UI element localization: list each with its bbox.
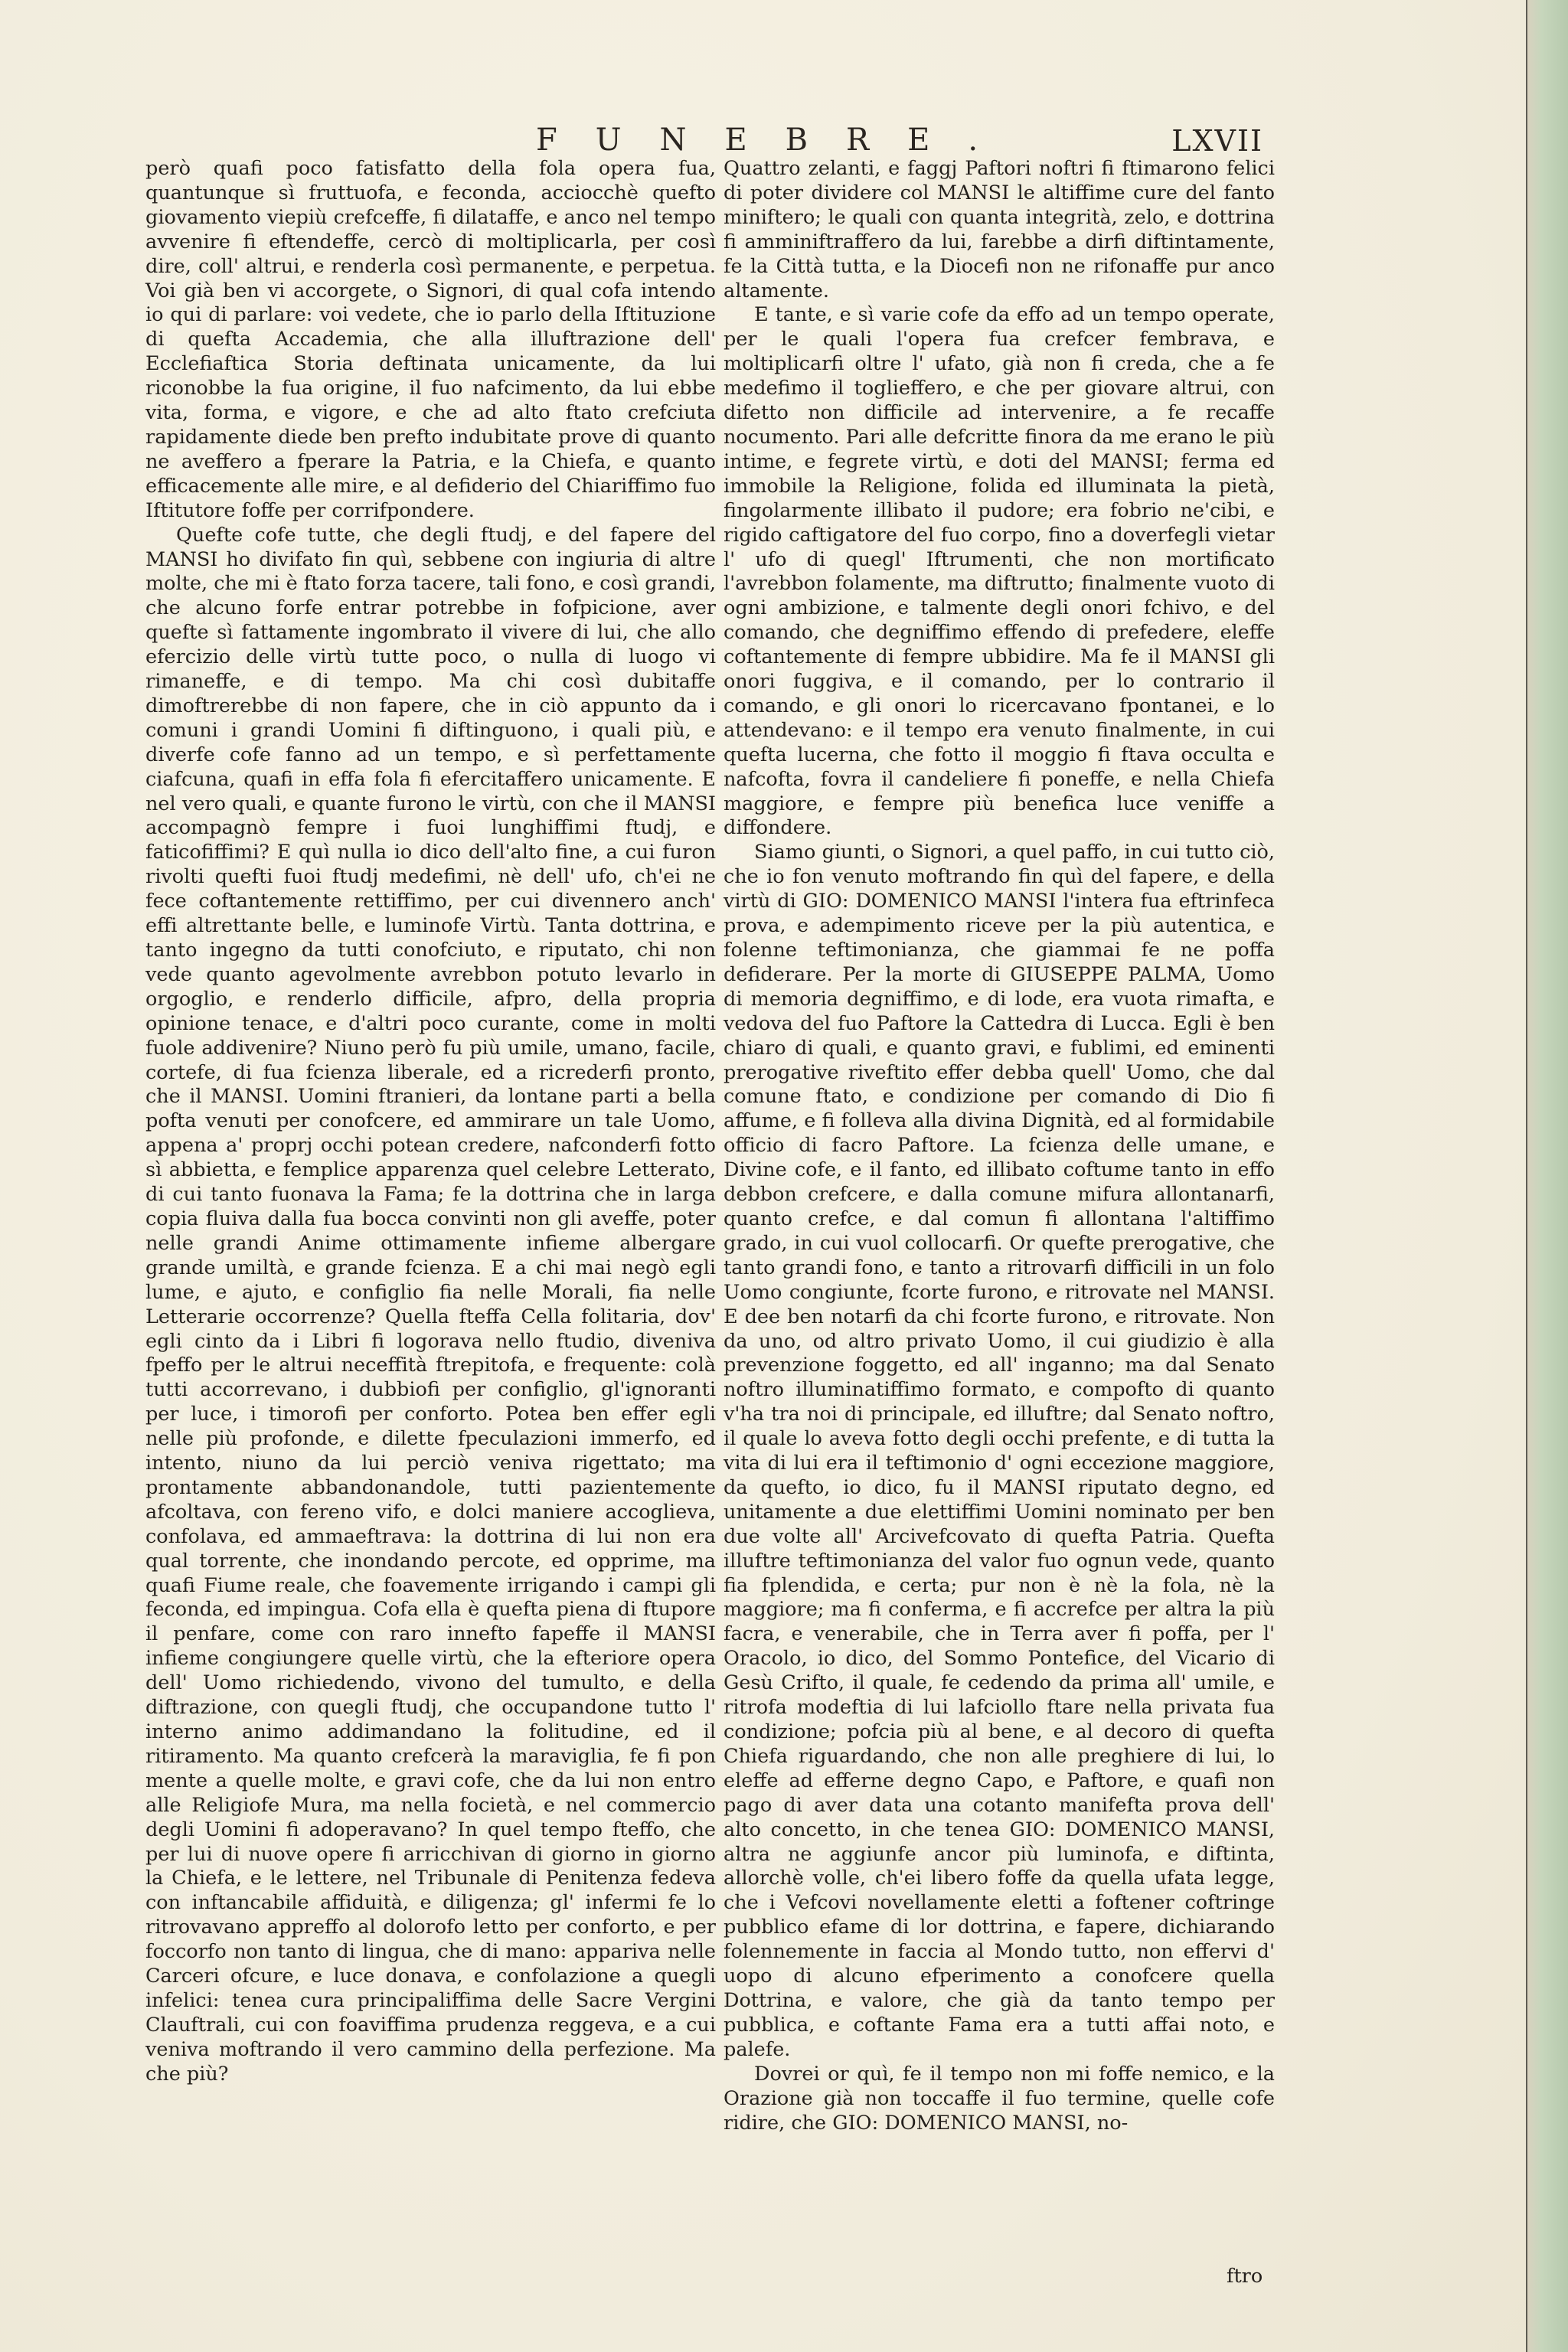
paragraph: Dovrei or quì, fe il tempo non mi foffe nemico, e la Orazione già non toccaffe il fuo termine, quelle cofe ridire, che GIO: DOMENICO MANSI, no-: [724, 2062, 1275, 2135]
paragraph: Siamo giunti, o Signori, a quel paffo, in cui tutto ciò, che io fon venuto moftrando fin quì del fapere, e della virtù di GIO: DOMENICO MANSI l'intera fua eftrinfeca prova, e adempimento riceve per la più autentica, e folenne teftimonianza, che giammai fe ne poffa defiderare. Per la morte di GIUSEPPE PALMA, Uomo di memoria degniffimo, e di lode, era vuota rimafta, e vedova del fuo Paftore la Cattedra di Lucca. Egli è ben chiaro di quali, e quanto gravi, e fublimi, ed eminenti prerogative riveftito effer debba quell' Uomo, che dal comune ftato, e condizione per comando di Dio fi affume, e fi folleva alla divina Dignità, ed al formidabile officio di facro Paftore. La fcienza delle umane, e Divine cofe, e il fanto, ed illibato coftume tanto in effo debbon crefcere, e dalla comune mifura allontanarfi, quanto crefce, e dal comun fi allontana l'altiffimo grado, in cui vuol collocarfi. Or quefte prerogative, che tanto grandi fono, e tanto a ritrovarfi difficili in un folo Uomo congiunte, fcorte furono, e ritrovate nel MANSI. E dee ben notarfi da chi fcorte furono, e ritrovate. Non da uno, od altro privato Uomo, il cui giudizio è alla prevenzione foggetto, ed all' inganno; ma dal Senato noftro illuminatiffimo formato, e compofto di quanto v'ha tra noi di principale, ed illuftre; dal Senato noftro, il quale lo aveva fotto degli occhi prefente, e di tutta la vita di lui era il teftimonio d' ogni eccezione maggiore, da quefto, io dico, fu il MANSI riputato degno, ed unitamente a due elettiffimi Uomini nominato per ben due volte all' Arcivefcovato di quefta Patria. Quefta illuftre teftimonianza del valor fuo ognun vede, quanto fia fplendida, e certa; pur non è nè la fola, nè la maggiore; ma fi conferma, e fi accrefce per altra la più facra, e venerabile, che in Terra aver fi poffa, per l' Oracolo, io dico, del Sommo Pontefice, del Vicario di Gesù Crifto, il quale, fe cedendo da prima all' umile, e ritrofa modeftia di lui lafciollo ftare nella privata fua condizione; pofcia più al bene, e al decoro di quefta Chiefa riguardando, che non alle preghiere di lui, lo eleffe ad efferne degno Capo, e Paftore, e quafi non pago di aver data una cotanto manifefta prova dell' alto concetto, in che tenea GIO: DOMENICO MANSI, altra ne aggiunfe ancor più luminofa, e diftinta, allorchè volle, ch'ei libero foffe da quella ufata legge, che i Vefcovi novellamente eletti a foftener coftringe pubblico efame di lor dottrina, e fapere, dichiarando folennemente in faccia al Mondo tutto, non effervi d' uopo di alcuno efperimento a conofcere quella Dottrina, e valore, che già da tanto tempo per pubblica, e coftante Fama era a tutti affai noto, e palefe.: [724, 841, 1275, 2061]
page-number: LXVII: [1171, 124, 1263, 158]
book-edge: [1527, 0, 1568, 2352]
paragraph: E tante, e sì varie cofe da effo ad un tempo operate, per le quali l'opera fua crefcer fembrava, e moltiplicarfi oltre l' ufato, già non fi creda, che a fe medefimo il toglieffero, e che per giovare altrui, con difetto non difficile ad intervenire, a fe recaffe nocumento. Pari alle defcritte finora da me erano le più intime, e fegrete virtù, e doti del MANSI; ferma ed immobile la Religione, folida ed illuminata la pietà, fingolarmente illibato il pudore; era fobrio ne'cibi, e rigido caftigatore del fuo corpo, fino a doverfegli vietar l' ufo di quegl' Iftrumenti, che non mortificato l'avrebbon folamente, ma diftrutto; finalmente vuoto di ogni ambizione, e talmente degli onori fchivo, e del comando, che degniffimo effendo di prefedere, eleffe coftantemente di fempre ubbidire. Ma fe il MANSI gli onori fuggiva, e il comando, per lo contrario il comando, e gli onori lo ricercavano fpontanei, e lo attendevano: e il tempo era venuto finalmente, in cui quefta lucerna, che fotto il moggio fi ftava occulta e nafcofta, fovra il candeliere fi poneffe, e nella Chiefa maggiore, e fempre più benefica luce veniffe a diffondere.: [724, 303, 1275, 840]
left-column: [145, 157, 716, 2087]
right-column: [724, 157, 1275, 2135]
paragraph: però quafi poco fatisfatto della fola opera fua, quantunque sì fruttuofa, e feconda, acciocchè quefto giovamento viepiù crefceffe, fi dilataffe, e anco nel tempo avvenire fi eftendeffe, cercò di moltiplicarla, per così dire, coll' altrui, e renderla così permanente, e perpetua. Voi già ben vi accorgete, o Signori, di qual cofa intendo io qui di parlare: voi vedete, che io parlo della Iftituzione di quefta Accademia, che alla illuftrazione dell' Ecclefiaftica Storia deftinata unicamente, da lui riconobbe la fua origine, il fuo nafcimento, da lui ebbe vita, forma, e vigore, e che ad alto ftato crefciuta rapidamente diede ben prefto indubitate prove di quanto ne aveffero a fperare la Patria, e la Chiefa, e quanto efficacemente alle mire, e al defiderio del Chiariffimo fuo Iftitutore foffe per corrifpondere.: [145, 157, 716, 522]
paragraph: Quefte cofe tutte, che degli ftudj, e del fapere del MANSI ho divifato fin quì, sebbene con ingiuria di altre molte, che mi è ftato forza tacere, tali fono, e così grandi, che alcuno forfe entrar potrebbe in fofpicione, aver quefte sì fattamente ingombrato il vivere di lui, che allo efercizio delle virtù tutte poco, o nulla di luogo vi rimaneffe, e di tempo. Ma chi così dubitaffe dimoftrerebbe di non fapere, che in ciò appunto da i comuni i grandi Uomini fi diftinguono, i quali più, e diverfe cofe fanno ad un tempo, e sì perfettamente ciafcuna, quafi in effa fola fi efercitaffero unicamente. E nel vero quali, e quante furono le virtù, con che il MANSI accompagnò fempre i fuoi lunghiffimi ftudj, e faticofiffimi? E quì nulla io dico dell'alto fine, a cui furon rivolti quefti fuoi ftudj medefimi, nè dell' ufo, ch'ei ne fece coftantemente rettiffimo, per cui divennero anch' effi altrettante belle, e luminofe Virtù. Tanta dottrina, e tanto ingegno da tutti conofciuto, e riputato, chi non vede quanto agevolmente avrebbon potuto levarlo in orgoglio, e renderlo difficile, afpro, della propria opinione tenace, e d'altri poco curante, come in molti fuole addivenire? Niuno però fu più umile, umano, facile, cortefe, di fua fcienza liberale, ed a ricrederfi pronto, che il MANSI. Uomini ftranieri, da lontane parti a bella pofta venuti per conofcere, ed ammirare un tale Uomo, appena a' proprj occhi potean credere, nafconderfi fotto sì abbietta, e femplice apparenza quel celebre Letterato, di cui tanto fuonava la Fama; fe la dottrina che in larga copia fluiva dalla fua bocca convinti non gli aveffe, poter nelle grandi Anime ottimamente infieme albergare grande umiltà, e grande fcienza. E a chi mai negò egli lume, e ajuto, e configlio fia nelle Morali, fia nelle Letterarie occorrenze? Quella fteffa Cella folitaria, dov' egli cinto da i Libri fi logorava nello ftudio, diveniva fpeffo per le altrui neceffità ftrepitofa, e frequente: colà tutti accorrevano, i dubbiofi per configlio, gl'ignoranti per luce, i timorofi per conforto. Potea ben effer egli nelle più profonde, e dilette fpeculazioni immerfo, ed intento, niuno da lui perciò veniva rigettato; ma prontamente abbandonandole, tutti pazientemente afcoltava, con fereno vifo, e dolci maniere accoglieva, confolava, ed ammaeftrava: la dottrina di lui non era qual torrente, che inondando percote, ed opprime, ma quafi Fiume reale, che foavemente irrigando i campi gli feconda, ed impingua. Cofa ella è quefta piena di ftupore il penfare, come con raro innefto fapeffe il MANSI infieme congiungere quelle virtù, che la efteriore opera dell' Uomo richiedendo, vivono del tumulto, e della diftrazione, con quegli ftudj, che occupandone tutto l' interno animo addimandano la folitudine, ed il ritiramento. Ma quanto crefcerà la maraviglia, fe fi pon mente a quelle molte, e gravi cofe, che da lui non entro alle Religiofe Mura, ma nella focietà, e nel commercio degli Uomini fi adoperavano? In quel tempo fteffo, che per lui di nuove opere fi arricchivan di giorno in giorno la Chiefa, e le lettere, nel Tribunale di Penitenza fedeva con inftancabile affiduità, e diligenza; gl' infermi fe lo ritrovavano appreffo al dolorofo letto per conforto, e per foccorfo non tanto di lingua, che di mano: appariva nelle Carceri ofcure, e luce donava, e confolazione a quegli infelici: tenea cura principaliffima delle Sacre Vergini Clauftrali, cui con foaviffima prudenza reggeva, e a cui veniva moftrando il vero cammino della perfezione. Ma che più?: [145, 523, 716, 2086]
catchword: ftro: [1227, 2265, 1263, 2288]
running-head: FUNEBRE.: [536, 122, 1017, 158]
paragraph: Quattro zelanti, e faggj Paftori noftri fi ftimarono felici di poter dividere col MANSI le altiffime cure del fanto miniftero; le quali con quanta integrità, zelo, e dottrina fi amminiftraffero da lui, farebbe a dirfi diftintamente, fe la Città tutta, e la Diocefi non ne rifonaffe pur anco altamente.: [724, 157, 1275, 302]
